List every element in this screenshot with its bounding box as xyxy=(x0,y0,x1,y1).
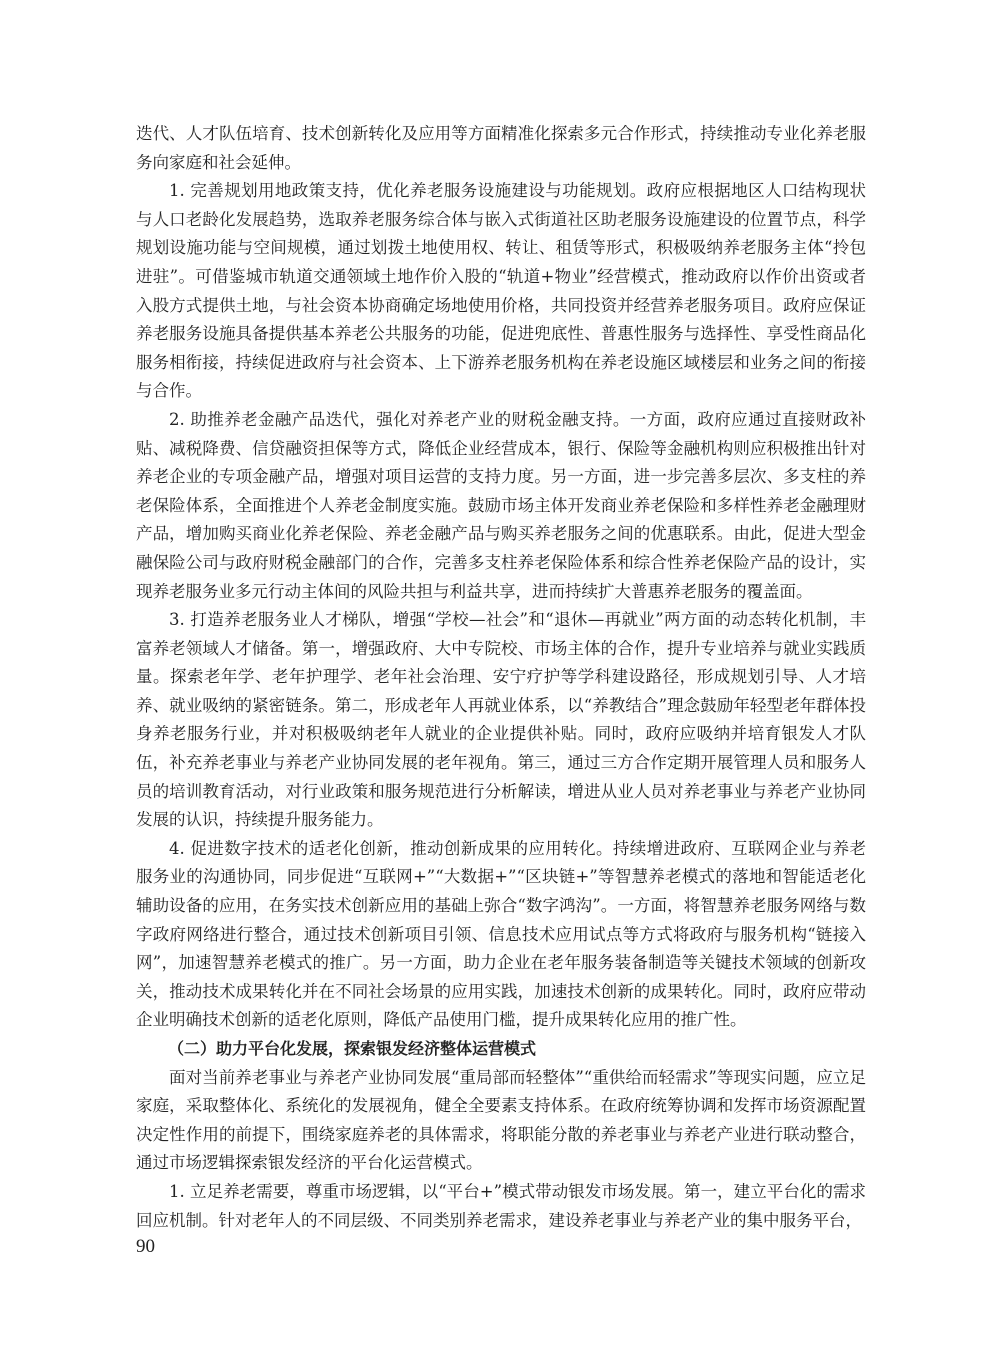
paragraph-finance: 2. 助推养老金融产品迭代，强化对养老产业的财税金融支持。一方面，政府应通过直接财政补贴、减税降费、信贷融资担保等方式，降低企业经营成本，银行、保险等金融机构则应积极推出针对养老企业的专项金融产品，增强对项目运营的支持力度。另一方面，进一步完善多层次、多支柱的养老保险体系，全面推进个人养老金制度实施。鼓励市场主体开发商业养老保险和多样性养老金融理财产品，增加购买商业化养老保险、养老金融产品与购买养老服务之间的优惠联系。由此，促进大型金融保险公司与政府财税金融部门的合作，完善多支柱养老保险体系和综合性养老保险产品的设计，实现养老服务业多元行动主体间的风险共担与利益共享，进而持续扩大普惠养老服务的覆盖面。 xyxy=(136,409,866,601)
paragraph-continued: 迭代、人才队伍培育、技术创新转化及应用等方面精准化探索多元合作形式，持续推动专业化养老服务向家庭和社会延伸。 xyxy=(136,124,866,172)
paragraph-digital: 4. 促进数字技术的适老化创新，推动创新成果的应用转化。持续增进政府、互联网企业与养老服务业的沟通协同，同步促进“互联网+”“大数据+”“区块链+”等智慧养老模式的落地和智能适老化辅助设备的应用，在务实技术创新应用的基础上弥合“数字鸿沟”。一方面，将智慧养老服务网络与数字政府网络进行整合，通过技术创新项目引领、信息技术应用试点等方式将政府与服务机构“链接入网”，加速智慧养老模式的推广。另一方面，助力企业在老年服务装备制造等关键技术领域的创新攻关，推动技术成果转化并在不同社会场景的应用实践，加速技术创新的成果转化。同时，政府应带动企业明确技术创新的适老化原则，降低产品使用门槛，提升成果转化应用的推广性。 xyxy=(136,838,866,1030)
page-number: 90 xyxy=(136,1236,155,1257)
paragraph-platform-1: 1. 立足养老需要，尊重市场逻辑，以“平台+”模式带动银发市场发展。第一，建立平台化的需求回应机制。针对老年人的不同层级、不同类别养老需求，建设养老事业与养老产业的集中服务平台， xyxy=(136,1181,866,1230)
paragraph-land-policy: 1. 完善规划用地政策支持，优化养老服务设施建设与功能规划。政府应根据地区人口结构现状与人口老龄化发展趋势，选取养老服务综合体与嵌入式街道社区助老服务设施建设的位置节点，科学规划设施功能与空间规模，通过划拨土地使用权、转让、租赁等形式，积极吸纳养老服务主体“拎包进驻”。可借鉴城市轨道交通领域土地作价入股的“轨道+物业”经营模式，推动政府以作价出资或者入股方式提供土地，与社会资本协商确定场地使用价格，共同投资并经营养老服务项目。政府应保证养老服务设施具备提供基本养老公共服务的功能，促进兜底性、普惠性服务与选择性、享受性商品化服务相衔接，持续促进政府与社会资本、上下游养老服务机构在养老设施区域楼层和业务之间的衔接与合作。 xyxy=(136,181,866,401)
section-heading: （二）助力平台化发展，探索银发经济整体运营模式 xyxy=(168,1039,537,1058)
paragraph-platform-intro: 面对当前养老事业与养老产业协同发展“重局部而轻整体”“重供给而轻需求”等现实问题，应立足家庭，采取整体化、系统化的发展视角，健全全要素支持体系。在政府统筹协调和发挥市场资源配置决定性作用的前提下，围绕家庭养老的具体需求，将职能分散的养老事业与养老产业进行联动整合，通过市场逻辑探索银发经济的平台化运营模式。 xyxy=(136,1067,866,1173)
paragraph-talent: 3. 打造养老服务业人才梯队，增强“学校—社会”和“退休—再就业”两方面的动态转化机制，丰富养老领域人才储备。第一，增强政府、大中专院校、市场主体的合作，提升专业培养与就业实践质量。探索老年学、老年护理学、老年社会治理、安宁疗护等学科建设路径，形成规划引导、人才培养、就业吸纳的紧密链条。第二，形成老年人再就业体系，以“养教结合”理念鼓励年轻型老年群体投身养老服务行业，并对积极吸纳老年人就业的企业提供补贴。同时，政府应吸纳并培育银发人才队伍，补充养老事业与养老产业协同发展的老年视角。第三，通过三方合作定期开展管理人员和服务人员的培训教育活动，对行业政策和服务规范进行分析解读，增进从业人员对养老事业与养老产业协同发展的认识，持续提升服务能力。 xyxy=(136,610,866,830)
page-body xyxy=(136,120,866,1235)
